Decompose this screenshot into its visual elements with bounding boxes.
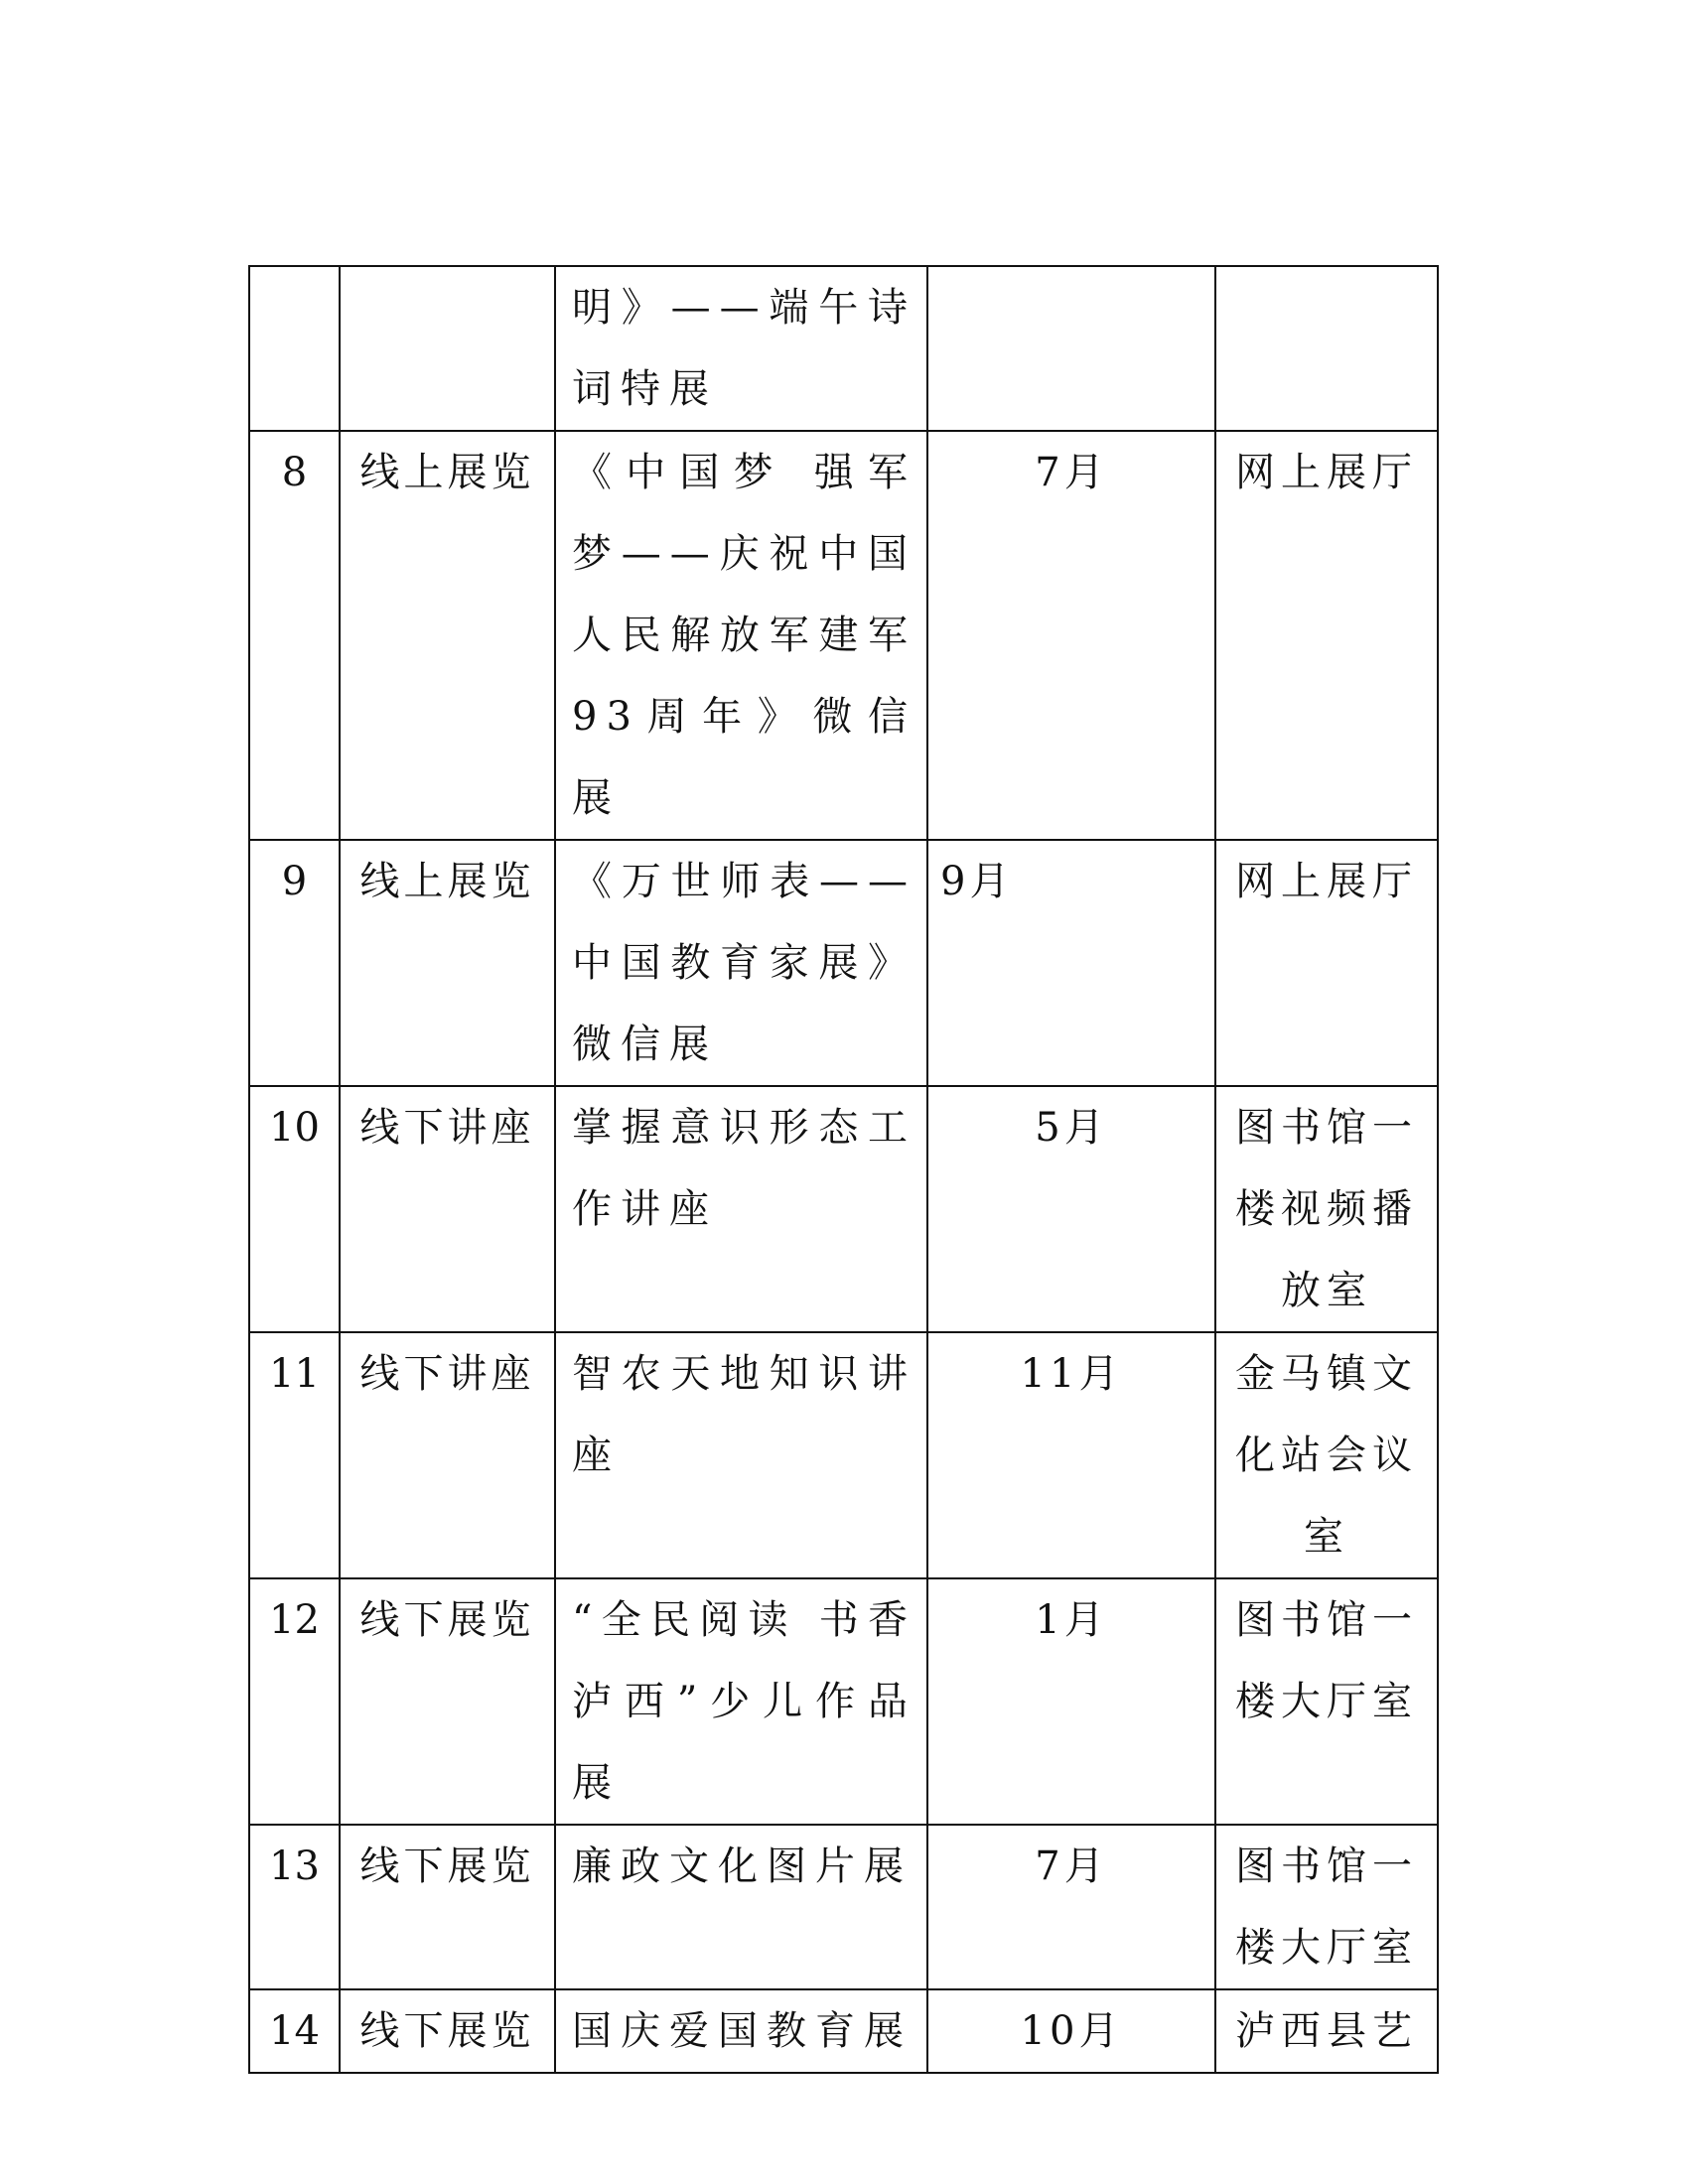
activity-type-cell: 线下展览 [340,1989,555,2073]
activity-type-cell: 线下讲座 [340,1086,555,1332]
row-number-cell [249,266,340,431]
row-number-cell: 9 [249,840,340,1086]
table-row [249,431,1438,840]
table-row [249,1332,1438,1578]
row-number-cell: 13 [249,1825,340,1989]
row-number-cell: 10 [249,1086,340,1332]
activity-time-cell [927,266,1215,431]
activity-venue-cell: 图书馆一楼视频播放室 [1215,1086,1438,1332]
activity-title-cell: 掌握意识形态工作讲座 [555,1086,927,1332]
activity-title-cell: 明》——端午诗词特展 [555,266,927,431]
activity-time-cell: 7月 [927,1825,1215,1989]
table-row [249,266,1438,431]
activity-title-cell: “全民阅读 书香泸西”少儿作品展 [555,1578,927,1825]
activity-time-cell: 10月 [927,1989,1215,2073]
row-number-cell: 11 [249,1332,340,1578]
activity-time-cell: 7月 [927,431,1215,840]
activity-time-cell: 11月 [927,1332,1215,1578]
activity-time-cell: 5月 [927,1086,1215,1332]
activity-venue-cell: 网上展厅 [1215,840,1438,1086]
activity-venue-cell: 网上展厅 [1215,431,1438,840]
activity-type-cell: 线上展览 [340,840,555,1086]
table-row [249,1578,1438,1825]
table-row [249,1989,1438,2073]
activity-schedule-table [248,265,1439,2074]
activity-venue-cell [1215,266,1438,431]
table-row [249,840,1438,1086]
table-row [249,1825,1438,1989]
activity-title-cell: 《中国梦 强军梦——庆祝中国人民解放军建军93周年》微信展 [555,431,927,840]
activity-time-cell: 9月 [927,840,1215,1086]
activity-venue-cell: 泸西县艺 [1215,1989,1438,2073]
activity-venue-cell: 金马镇文化站会议室 [1215,1332,1438,1578]
activity-type-cell: 线上展览 [340,431,555,840]
activity-venue-cell: 图书馆一楼大厅室 [1215,1825,1438,1989]
activity-type-cell: 线下讲座 [340,1332,555,1578]
activity-time-cell: 1月 [927,1578,1215,1825]
activity-type-cell: 线下展览 [340,1825,555,1989]
row-number-cell: 12 [249,1578,340,1825]
activity-type-cell [340,266,555,431]
row-number-cell: 8 [249,431,340,840]
table-row [249,1086,1438,1332]
activity-title-cell: 廉政文化图片展 [555,1825,927,1989]
activity-type-cell: 线下展览 [340,1578,555,1825]
activity-venue-cell: 图书馆一楼大厅室 [1215,1578,1438,1825]
row-number-cell: 14 [249,1989,340,2073]
activity-title-cell: 智农天地知识讲座 [555,1332,927,1578]
activity-title-cell: 国庆爱国教育展 [555,1989,927,2073]
activity-title-cell: 《万世师表——中国教育家展》微信展 [555,840,927,1086]
